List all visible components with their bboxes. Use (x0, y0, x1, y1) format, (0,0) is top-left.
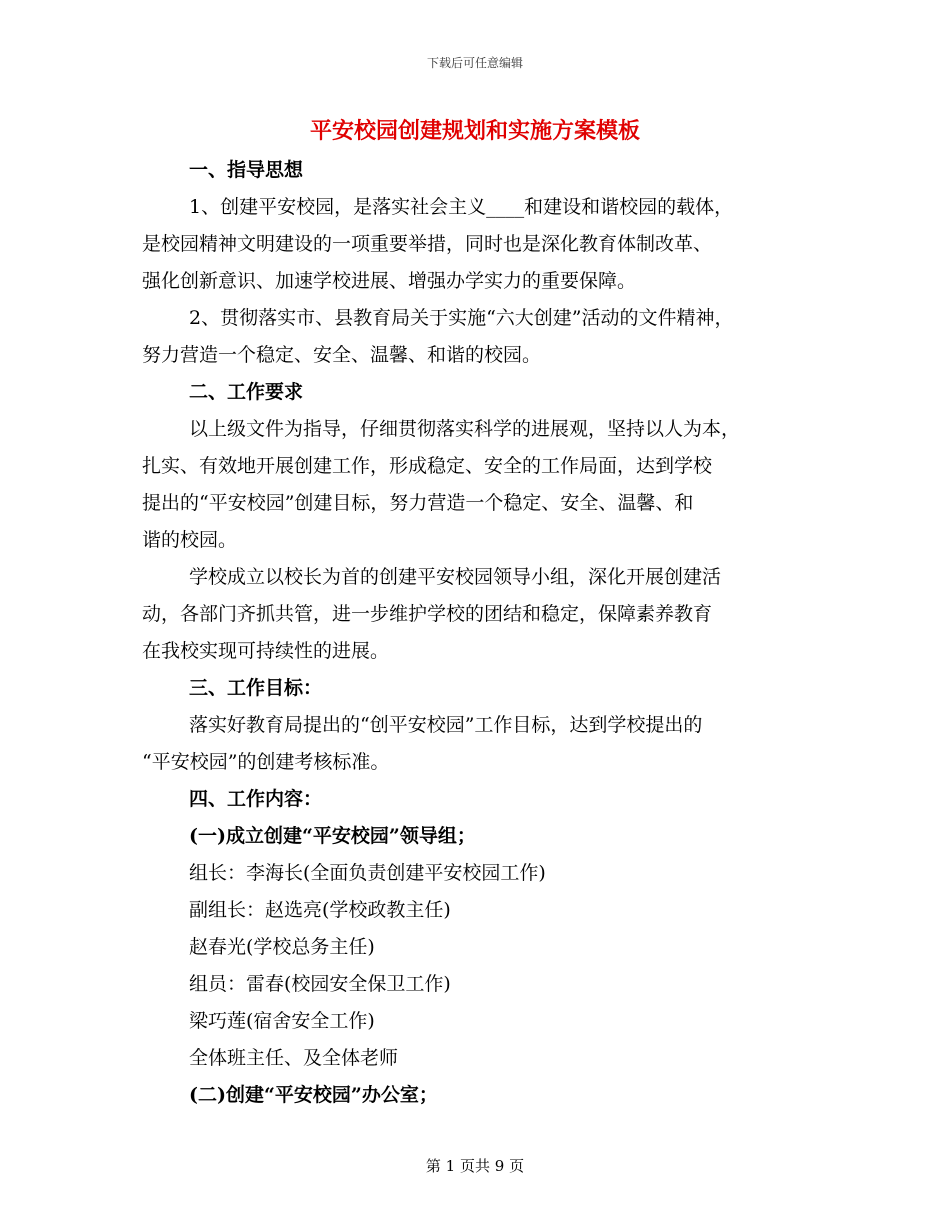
list-item: 组员：雷春(校园安全保卫工作) (189, 973, 451, 995)
page-number-footer: 第 1 页共 9 页 (425, 1157, 525, 1175)
list-item: 全体班主任、及全体老师 (189, 1047, 399, 1069)
paragraph-line: 是校园精神文明建设的一项重要举措，同时也是深化教育体制改革、 (142, 233, 713, 255)
paragraph-line: 强化创新意识、加速学校进展、增强办学实力的重要保障。 (142, 270, 637, 292)
paragraph-line: 提出的“平安校园”创建目标，努力营造一个稳定、安全、温馨、和 (142, 492, 694, 514)
paragraph-line: 以上级文件为指导，仔细贯彻落实科学的进展观，坚持以人为本， (189, 418, 741, 440)
document-body (142, 152, 822, 1114)
paragraph-line: 谐的校园。 (142, 529, 238, 551)
document-title: 平安校园创建规划和实施方案模板 (309, 118, 640, 144)
paragraph-line: 努力营造一个稳定、安全、温馨、和谐的校园。 (142, 344, 542, 366)
paragraph-line: 2、贯彻落实市、县教育局关于实施“六大创建”活动的文件精神， (189, 307, 734, 329)
paragraph-line: 动，各部门齐抓共管，进一步维护学校的团结和稳定，保障素养教育 (142, 603, 713, 625)
paragraph-line: 落实好教育局提出的“创平安校园”工作目标，达到学校提出的 (189, 714, 703, 736)
paragraph-line: 扎实、有效地开展创建工作，形成稳定、安全的工作局面，达到学校 (142, 455, 713, 477)
list-item: 赵春光(学校总务主任) (189, 936, 375, 958)
section-heading: 二、工作要求 (189, 381, 304, 403)
header-note: 下载后可任意编辑 (426, 56, 523, 70)
paragraph-line: “平安校园”的创建考核标准。 (142, 751, 390, 773)
subsection-heading: (二)创建“平安校园”办公室； (189, 1084, 438, 1106)
paragraph-line: 1、创建平安校园，是落实社会主义____和建设和谐校园的载体， (189, 196, 734, 218)
section-heading: 四、工作内容： (189, 788, 323, 810)
subsection-heading: (一)成立创建“平安校园”领导组； (189, 825, 476, 847)
section-heading: 一、指导思想 (189, 159, 304, 181)
section-heading: 三、工作目标： (189, 677, 323, 699)
list-item: 副组长：赵选亮(学校政教主任) (189, 899, 451, 921)
list-item: 组长：李海长(全面负责创建平安校园工作) (189, 862, 546, 884)
paragraph-line: 在我校实现可持续性的进展。 (142, 640, 390, 662)
paragraph-line: 学校成立以校长为首的创建平安校园领导小组，深化开展创建活 (189, 566, 722, 588)
list-item: 梁巧莲(宿舍安全工作) (189, 1010, 375, 1032)
